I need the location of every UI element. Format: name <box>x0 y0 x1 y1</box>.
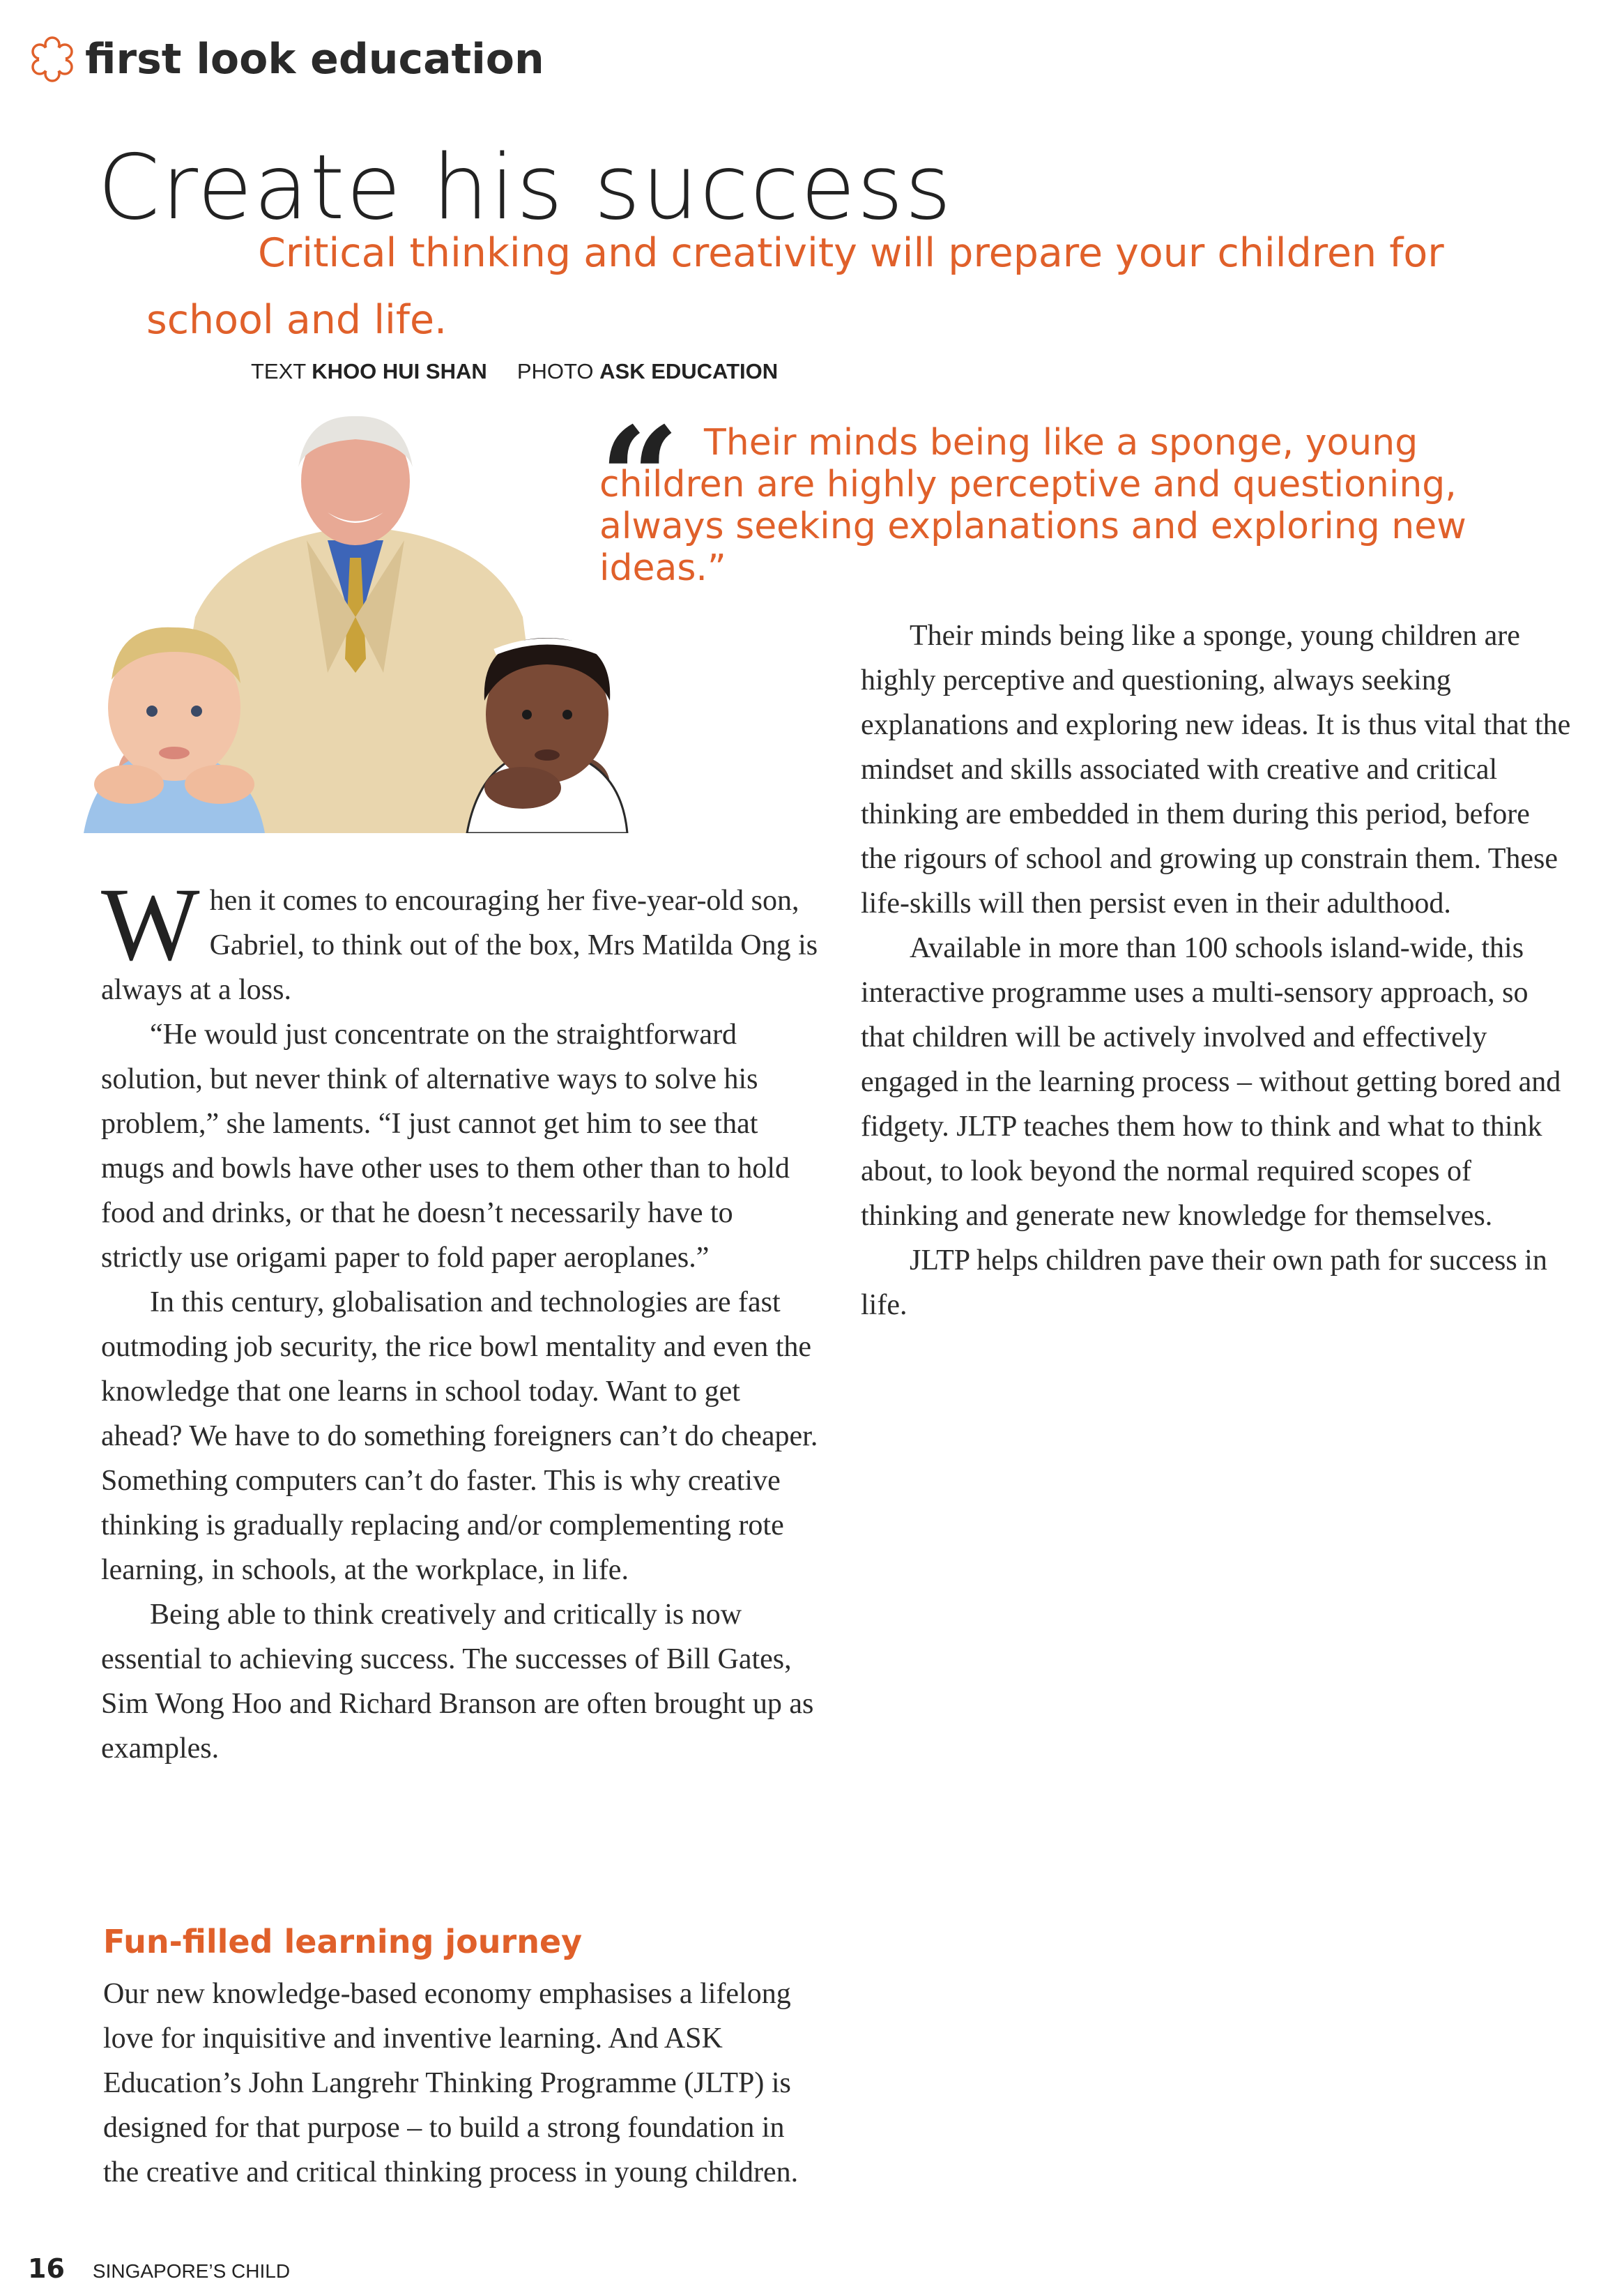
publication-name: SINGAPORE’S CHILD <box>92 2260 291 2282</box>
photo-credit-label: PHOTO <box>516 359 594 383</box>
section-header <box>28 31 544 87</box>
pull-quote <box>599 397 1506 589</box>
headline: Create his success <box>98 136 953 240</box>
byline <box>251 359 778 384</box>
drop-cap: W <box>101 867 200 982</box>
flower-outline-icon <box>28 35 77 84</box>
page-number: 16 <box>28 2253 65 2284</box>
paragraph: Available in more than 100 schools island-wide, this interactive programme uses a multi-sensory approach, so that children will be actively involved and effectively engaged in the learning process – without getting bored and fidgety. JLTP teaches them how to think and what to think about, to look beyond the normal required scopes of thinking and generate new knowledge for themselves. <box>861 932 1561 1232</box>
paragraph: Being able to think creatively and critically is now essential to achieving success. The successes of Bill Gates, Sim Wong Hoo and Richard Branson are often brought up as examples. <box>101 1599 814 1765</box>
paragraph: Their minds being like a sponge, young children are highly perceptive and questioning, always seeking explanations and exploring new ideas. It is thus vital that the mindset and skills associated with creative and critical thinking are embedded in them during this period, before the rigours of school and growing up constrain them. These life-skills will then persist even in their adulthood. <box>861 620 1571 920</box>
paragraph: In this century, globalisation and technologies are fast outmoding job security, the rice bowl mentality and even the knowledge that one learns in school today. Want to get ahead? We have to do something foreigners can’t do cheaper. Something computers can’t do faster. This is why creative thinking is gradually replacing and/or complementing rote learning, in schools, at the workplace, in life. <box>101 1286 818 1586</box>
subheading: Fun-filled learning journey <box>103 1923 583 1960</box>
paragraph: Our new knowledge-based economy emphasises a lifelong love for inquisitive and inventive learning. And ASK Education’s John Langrehr Thinking Programme (JLTP) is designed for that purpose – to build a strong foundation in the creative and critical thinking process in young children. <box>103 1978 799 2188</box>
body-column-right <box>861 614 1572 1327</box>
article-photo <box>77 408 634 833</box>
pull-quote-text: Their minds being like a sponge, young children are highly perceptive and questioning, always seeking explanations and exploring new ideas.” <box>599 422 1466 589</box>
body-column-left <box>101 867 819 1771</box>
standfirst: Critical thinking and creativity will prepare your children for school and life. <box>146 230 1444 343</box>
paragraph-text: hen it comes to encouraging her five-year-old son, Gabriel, to think out of the box, Mrs Matilda Ong is always at a loss. <box>101 885 818 1006</box>
body-column-left-lower <box>103 1972 821 2195</box>
paragraph <box>101 867 819 1012</box>
page-footer <box>28 2253 290 2288</box>
paragraph: “He would just concentrate on the straightforward solution, but never think of alternative ways to solve his problem,” she laments. “I just cannot get him to see that mugs and bowls have other uses to them other than to hold food and drinks, or that he doesn’t necessarily have to strictly use origami paper to fold paper aeroplanes.” <box>101 1019 790 1274</box>
author-name: KHOO HUI SHAN <box>312 359 487 383</box>
paragraph: JLTP helps children pave their own path for success in life. <box>861 1244 1547 1321</box>
quote-mark: “ <box>599 397 680 561</box>
section-label: first look education <box>85 35 544 84</box>
photographer-name: ASK EDUCATION <box>599 359 779 383</box>
text-credit-label: TEXT <box>251 359 306 383</box>
